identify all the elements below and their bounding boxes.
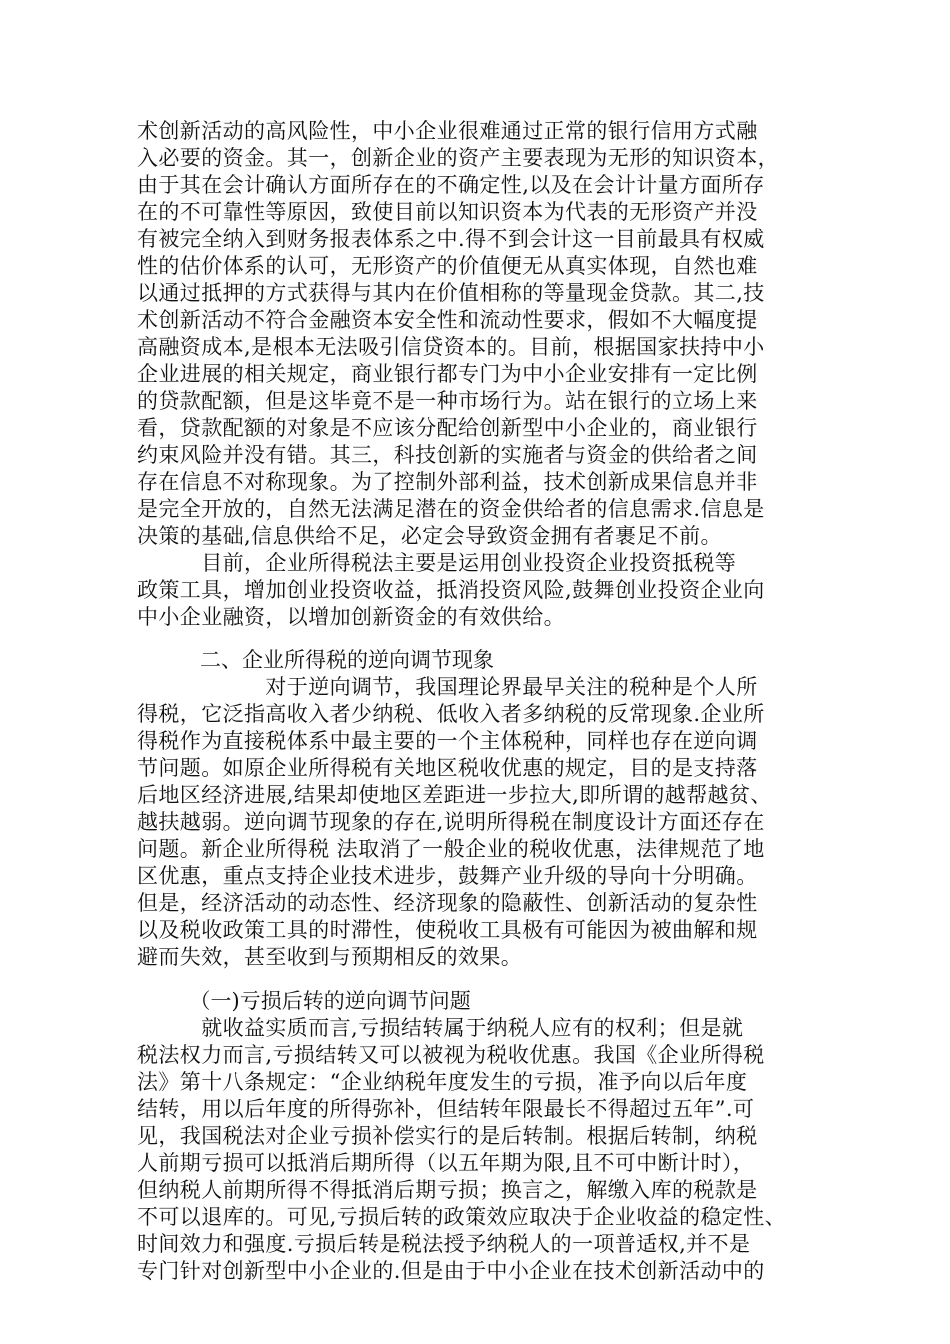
text-line: 入必要的资金。其一，创新企业的资产主要表现为无形的知识资本， (137, 146, 779, 170)
text-line: 人前期亏损可以抵消后期所得（以五年期为限,且不可中断计时）， (137, 1151, 755, 1175)
text-line: 以通过抵押的方式获得与其内在价值相称的等量现金贷款。其二,技 (137, 281, 765, 305)
text-line: 专门针对创新型中小企业的.但是由于中小企业在技术创新活动中的 (137, 1259, 765, 1283)
text-line: 以及税收政策工具的时滞性，使税收工具极有可能因为被曲解和规 (137, 918, 758, 942)
text-line: 有被完全纳入到财务报表体系之中.得不到会计这一目前最具有权威 (137, 227, 765, 251)
text-line: 企业进展的相关规定，商业银行都专门为中小企业安排有一定比例 (137, 362, 758, 386)
text-line: 但纳税人前期所得不得抵消后期亏损；换言之，解缴入库的税款是 (137, 1178, 758, 1202)
text-line: 由于其在会计确认方面所存在的不确定性,以及在会计计量方面所存 (137, 173, 765, 197)
subsection-heading: （一)亏损后转的逆向调节问题 (137, 989, 471, 1013)
text-line: 中小企业融资，以增加创新资金的有效供给。 (137, 605, 565, 629)
text-line: 的贷款配额，但是这毕竟不是一种市场行为。站在银行的立场上来 (137, 389, 758, 413)
text-line: 区优惠，重点支持企业技术进步，鼓舞产业升级的导向十分明确。 (137, 864, 758, 888)
text-line: 高融资成本,是根本无法吸引信贷资本的。目前，根据国家扶持中小 (137, 335, 765, 359)
text-line: 决策的基础,信息供给不足，必定会导致资金拥有者裹足不前。 (137, 524, 722, 548)
text-line: 约束风险并没有错。其三，科技创新的实施者与资金的供给者之间 (137, 443, 758, 467)
text-line: 看，贷款配额的对象是不应该分配给创新型中小企业的，商业银行 (137, 416, 758, 440)
section-heading: 二、企业所得税的逆向调节现象 (137, 648, 494, 672)
text-line: 就收益实质而言,亏损结转属于纳税人应有的权利；但是就 (137, 1016, 744, 1040)
text-line: 是完全开放的，自然无法满足潜在的资金供给者的信息需求.信息是 (137, 497, 765, 521)
text-line: 不可以退库的。可见,亏损后转的政策效应取决于企业收益的稳定性、 (137, 1205, 787, 1229)
text-line: 法》第十八条规定：“企业纳税年度发生的亏损，准予向以后年度 (137, 1070, 748, 1094)
text-line: 避而失效，甚至收到与预期相反的效果。 (137, 945, 523, 969)
text-line: 问题。新企业所得税 法取消了一般企业的税收优惠，法律规范了地 (137, 837, 765, 861)
text-line: 在的不可靠性等原因，致使目前以知识资本为代表的无形资产并没 (137, 200, 758, 224)
text-line: 越扶越弱。逆向调节现象的存在,说明所得税在制度设计方面还存在 (137, 810, 765, 834)
text-line: 术创新活动不符合金融资本安全性和流动性要求，假如不大幅度提 (137, 308, 758, 332)
text-line: 术创新活动的高风险性，中小企业很难通过正常的银行信用方式融 (137, 119, 758, 143)
text-line: 时间效力和强度.亏损后转是税法授予纳税人的一项普适权,并不是 (137, 1232, 751, 1256)
text-line: 目前，企业所得税法主要是运用创业投资企业投资抵税等 (137, 551, 737, 575)
text-line: 存在信息不对称现象。为了控制外部利益，技术创新成果信息并非 (137, 470, 758, 494)
text-line: 后地区经济进展,结果却使地区差距进一步拉大,即所谓的越帮越贫、 (137, 783, 772, 807)
text-line: 税法权力而言,亏损结转又可以被视为税收优惠。我国《企业所得税 (137, 1043, 765, 1067)
text-line: 见，我国税法对企业亏损补偿实行的是后转制。根据后转制，纳税 (137, 1124, 758, 1148)
text-line: 政策工具，增加创业投资收益，抵消投资风险,鼓舞创业投资企业向 (137, 578, 765, 602)
text-line: 性的估价体系的认可，无形资产的价值便无从真实体现，自然也难 (137, 254, 758, 278)
text-line: 得税作为直接税体系中最主要的一个主体税种，同样也存在逆向调 (137, 729, 758, 753)
text-line: 结转，用以后年度的所得弥补，但结转年限最长不得超过五年”.可 (137, 1097, 755, 1121)
text-line: 对于逆向调节，我国理论界最早关注的税种是个人所 (137, 675, 758, 699)
text-line: 但是，经济活动的动态性、经济现象的隐蔽性、创新活动的复杂性 (137, 891, 758, 915)
text-line: 得税，它泛指高收入者少纳税、低收入者多纳税的反常现象.企业所 (137, 702, 765, 726)
text-line: 节问题。如原企业所得税有关地区税收优惠的规定，目的是支持落 (137, 756, 758, 780)
